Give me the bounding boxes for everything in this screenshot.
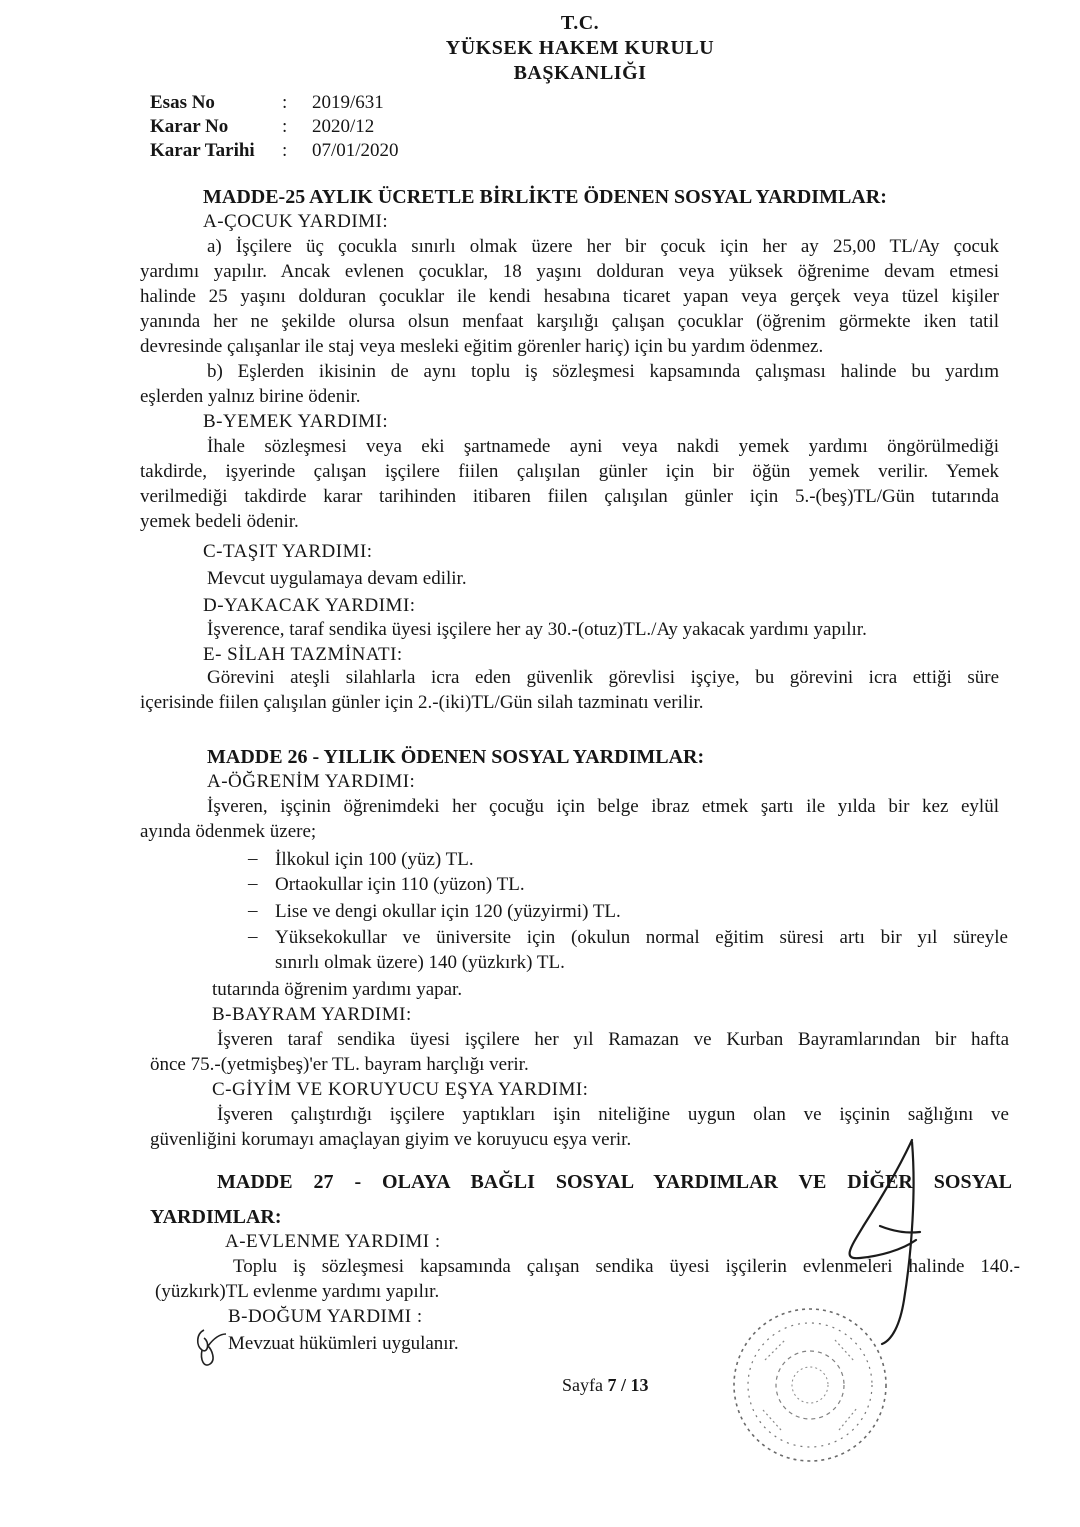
paragraph-line: içerisinde fiilen çalışılan günler için 2.-(iki)TL/Gün silah tazminatı verilir. xyxy=(140,692,704,713)
paragraph-line: İhale sözleşmesi veya eki şartnamede ayni veya nakdi yemek yardımı öngörülmediği xyxy=(207,436,999,457)
page-value: 7 / 13 xyxy=(607,1375,649,1395)
section-cocuk-heading: A-ÇOCUK YARDIMI: xyxy=(203,211,389,232)
meta-sep: : xyxy=(282,140,288,161)
meta-key: Karar Tarihi xyxy=(150,140,255,161)
initials-mark xyxy=(190,1320,232,1372)
paragraph-line: b) Eşlerden ikisinin de aynı toplu iş sözleşmesi kapsamında çalışması halinde bu yardım xyxy=(207,361,999,382)
paragraph-line: Mevcut uygulamaya devam edilir. xyxy=(207,568,467,589)
article-25-title: MADDE-25 AYLIK ÜCRETLE BİRLİKTE ÖDENEN SOSYAL YARDIMLAR: xyxy=(203,186,887,208)
header-tc: T.C. xyxy=(560,12,600,34)
paragraph-line: Görevini ateşli silahlarla icra eden güvenlik görevlisi işçiye, bu görevini icra ettiği süre xyxy=(207,667,999,688)
list-item-continuation: sınırlı olmak üzere) 140 (yüzkırk) TL. xyxy=(275,952,565,973)
meta-esas-no xyxy=(150,92,384,114)
paragraph-line: verilmediği takdirde karar tarihinden itibaren fiilen çalışılan günler için 5.-(beş)TL/Gün tutarında xyxy=(140,486,999,507)
article-27-title: MADDE 27 - OLAYA BAĞLI SOSYAL YARDIMLAR VE DİĞER SOSYAL xyxy=(217,1171,1012,1193)
section-dogum-heading: B-DOĞUM YARDIMI : xyxy=(228,1306,423,1327)
paragraph-line: yemek bedeli ödenir. xyxy=(140,511,299,532)
article-26-title: MADDE 26 - YILLIK ÖDENEN SOSYAL YARDIMLAR: xyxy=(207,746,705,768)
header-institution: YÜKSEK HAKEM KURULU xyxy=(445,37,715,59)
page-number xyxy=(562,1375,649,1396)
meta-key: Karar No xyxy=(150,116,229,137)
paragraph-line: eşlerden yalnız birine ödenir. xyxy=(140,386,361,407)
meta-karar-no xyxy=(150,116,374,138)
paragraph-line: tutarında öğrenim yardımı yapar. xyxy=(212,979,463,1000)
meta-value: 2020/12 xyxy=(312,116,375,137)
section-ogrenim-heading: A-ÖĞRENİM YARDIMI: xyxy=(207,771,416,792)
paragraph-line: yardımı yapılır. Ancak evlenen çocuklar, 18 yaşını dolduran veya yüksek öğrenime devam etmesi xyxy=(140,261,999,282)
section-yemek-heading: B-YEMEK YARDIMI: xyxy=(203,411,389,432)
paragraph-line: güvenliğini korumayı amaçlayan giyim ve koruyucu eşya verir. xyxy=(150,1129,632,1150)
paragraph-line: halinde 25 yaşını dolduran çocuklar ile kendi hesabına ticaret yapan veya gerçek veya tüzel kişiler xyxy=(140,286,999,307)
paragraph-line: İşverence, taraf sendika üyesi işçilere her ay 30.-(otuz)TL./Ay yakacak yardımı yapılır. xyxy=(207,619,867,640)
section-tasit-heading: C-TAŞIT YARDIMI: xyxy=(203,541,373,562)
list-item: Lise ve dengi okullar için 120 (yüzyirmi) TL. xyxy=(275,901,621,922)
paragraph-line: Mevzuat hükümleri uygulanır. xyxy=(228,1333,459,1354)
paragraph-line: İşveren taraf sendika üyesi işçilere her yıl Ramazan ve Kurban Bayramlarından bir hafta xyxy=(217,1029,1009,1050)
meta-key: Esas No xyxy=(150,92,215,113)
meta-value: 07/01/2020 xyxy=(312,140,399,161)
page-label: Sayfa xyxy=(562,1375,603,1395)
list-item: Ortaokullar için 110 (yüzon) TL. xyxy=(275,874,525,895)
list-bullet: – xyxy=(248,873,258,894)
paragraph-line: (yüzkırk)TL evlenme yardımı yapılır. xyxy=(155,1281,440,1302)
paragraph-line: a) İşçilere üç çocukla sınırlı olmak üzere her bir çocuk için her ay 25,00 TL/Ay çocuk xyxy=(207,236,999,257)
section-evlenme-heading: A-EVLENME YARDIMI : xyxy=(225,1231,441,1252)
paragraph-line: İşveren, işçinin öğrenimdeki her çocuğu için belge ibraz etmek şartı ile yılda bir kez eylül xyxy=(207,796,999,817)
list-bullet: – xyxy=(248,848,258,869)
list-item: İlkokul için 100 (yüz) TL. xyxy=(275,849,474,870)
paragraph-line: yanında her ne şekilde olursa olsun menfaat karşılığı çalışan çocuklar (öğrenim görmekte iken tatil xyxy=(140,311,999,332)
section-yakacak-heading: D-YAKACAK YARDIMI: xyxy=(203,595,416,616)
meta-sep: : xyxy=(282,116,288,137)
paragraph-line: devresinde çalışanlar ile staj veya mesleki eğitim görenler hariç) için bu yardım ödenmez. xyxy=(140,336,824,357)
section-giyim-heading: C-GİYİM VE KORUYUCU EŞYA YARDIMI: xyxy=(212,1079,589,1100)
list-item: Yüksekokullar ve üniversite için (okulun normal eğitim süresi artı bir yıl süreyle xyxy=(275,927,1008,948)
section-silah-heading: E- SİLAH TAZMİNATI: xyxy=(203,644,403,665)
paragraph-line: İşveren çalıştırdığı işçilere yaptıkları işin niteliğine uygun olan ve işçinin sağlığını ve xyxy=(217,1104,1009,1125)
header-presidency: BAŞKANLIĞI xyxy=(513,62,647,84)
paragraph-line: takdirde, işyerinde çalışan işçilere fiilen çalışılan günler için bir öğün yemek verilir. Yemek xyxy=(140,461,999,482)
official-stamp xyxy=(725,1300,895,1470)
article-27-title-cont: YARDIMLAR: xyxy=(150,1206,282,1228)
paragraph-line: Toplu iş sözleşmesi kapsamında çalışan sendika üyesi işçilerin evlenmeleri halinde 140.- xyxy=(233,1256,1020,1277)
meta-karar-tarihi xyxy=(150,140,399,162)
section-bayram-heading: B-BAYRAM YARDIMI: xyxy=(212,1004,412,1025)
list-bullet: – xyxy=(248,900,258,921)
list-bullet: – xyxy=(248,926,258,947)
meta-sep: : xyxy=(282,92,288,113)
paragraph-line: ayında ödenmek üzere; xyxy=(140,821,317,842)
meta-value: 2019/631 xyxy=(312,92,384,113)
paragraph-line: önce 75.-(yetmişbeş)'er TL. bayram harçlığı verir. xyxy=(150,1054,529,1075)
